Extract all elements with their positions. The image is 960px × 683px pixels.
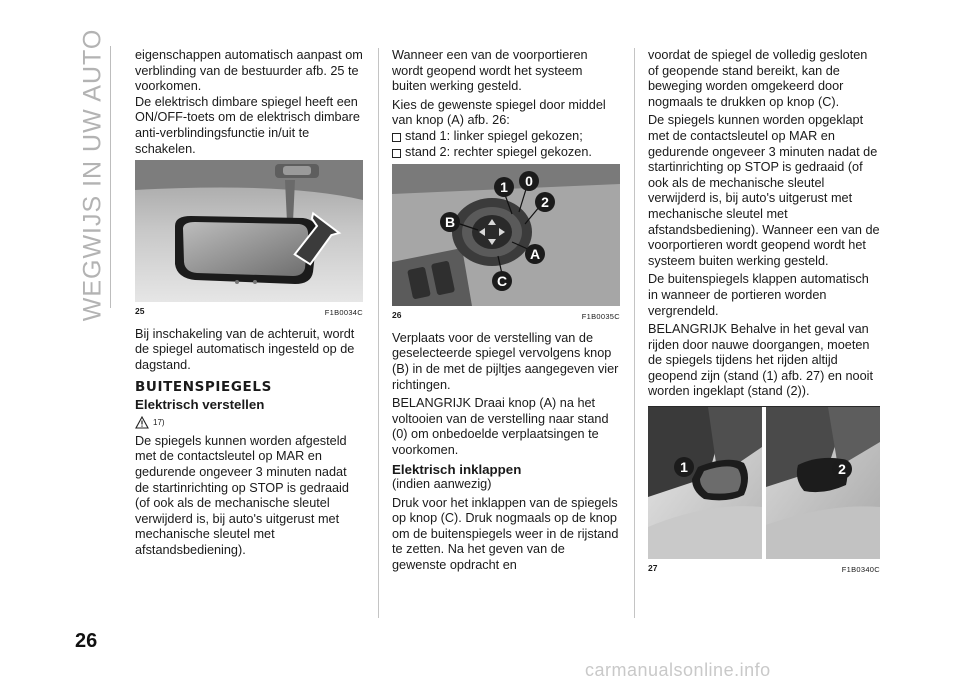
warning-triangle-icon	[135, 416, 149, 429]
column-2	[392, 48, 620, 577]
figure-26-caption	[392, 308, 620, 325]
callout-0-label: 0	[525, 173, 533, 190]
callout-a-label: A	[529, 246, 541, 263]
column-3	[648, 48, 880, 584]
figure-26	[392, 164, 620, 325]
figure-26-number: 26	[392, 310, 402, 321]
figure-27	[648, 406, 880, 578]
figure-26-image	[392, 164, 620, 306]
paragraph-intro-2: De elektrisch dimbare spiegel heeft een ON/OFF-toets om de elektrisch dimbare anti-verblindingsfunctie in/uit te schakelen.	[135, 94, 360, 156]
callout-c-label: C	[496, 273, 508, 290]
side-section-title-wrap	[78, 28, 108, 322]
figure-25-image	[135, 160, 363, 302]
callout-2-label: 2	[541, 194, 549, 211]
paragraph-auto-fold: De buitenspiegels klappen automatisch in wanneer de portieren worden vergrendeld.	[648, 272, 869, 318]
column-1	[135, 48, 363, 561]
warning-reference-number: 17)	[153, 417, 165, 427]
figure-26-code: F1B0035C	[581, 312, 620, 322]
bullet-square-icon	[392, 133, 401, 142]
mirror-control-panel-illustration	[392, 164, 620, 306]
paragraph-adjust-conditions: De spiegels kunnen worden afgesteld met de contactsleutel op MAR en gedurende ongeveer 3 minuten nadat de startinrichting op STOP is gedraaid (of ook als de mechanische sleutel verwijderd is, bij auto's uitgerust met mechanische sleutel met afstandsbediening).	[135, 433, 349, 557]
list-item	[392, 129, 620, 145]
figure-25-number: 25	[135, 306, 145, 317]
side-section-title: WEGWIJS IN UW AUTO	[78, 28, 107, 322]
paragraph-fold-conditions: De spiegels kunnen worden opgeklapt met de contactsleutel op MAR en gedurende ongeveer 3 minuten nadat de startinrichting op STOP is gedraaid (of ook als de mechanische sleutel verwijderd is, bij auto's uitgerust met mechanische sleutel met afstandsbediening). Wanneer een van de voorportieren wordt geopend wordt het systeem buiten werking gesteld.	[648, 113, 880, 268]
list-item	[392, 145, 620, 161]
side-divider	[110, 46, 111, 308]
paragraph-important-open: BELANGRIJK Behalve in het geval van rijden door nauwe doorgangen, moeten de spiegels tijdens het rijden altijd geopend zijn (stand (1) afb. 27) en nooit worden ingeklapt (stand (2)).	[648, 322, 873, 399]
list-item-text: stand 1: linker spiegel gekozen;	[405, 128, 583, 143]
paragraph-select-mirror: Kies de gewenste spiegel door middel van knop (A) afb. 26:	[392, 97, 606, 128]
paragraph-intro-1: eigenschappen automatisch aanpast om verblinding van de bestuurder afb. 25 te voorkomen.	[135, 48, 363, 94]
figure-27-code: F1B0340C	[841, 565, 880, 575]
paragraph-fold-instructions: Druk voor het inklappen van de spiegels op knop (C). Druk nogmaals op de knop om de buitenspiegels weer in de rijstand te zetten. Na het geven van de gewenste opdracht en	[392, 495, 619, 573]
bullet-square-icon	[392, 149, 401, 158]
warning-reference	[135, 415, 363, 431]
figure-25-caption	[135, 304, 363, 321]
callout-1-label: 1	[500, 179, 508, 196]
paragraph-door-open: Wanneer een van de voorportieren wordt geopend wordt het systeem buiten werking gesteld.	[392, 48, 588, 94]
figure-25-code: F1B0034C	[324, 308, 363, 318]
list-item-text: stand 2: rechter spiegel gekozen.	[405, 144, 592, 159]
figure-27-caption	[648, 561, 880, 578]
folding-mirror-illustration	[648, 407, 880, 559]
column-divider-1	[378, 48, 379, 618]
figure-27-image	[648, 407, 880, 559]
column-divider-2	[634, 48, 635, 618]
heading-buitenspiegels: BUITENSPIEGELS	[135, 378, 272, 395]
figure-27-number: 27	[648, 563, 658, 574]
page-number: 26	[75, 630, 98, 652]
paragraph-reverse: Bij inschakeling van de achteruit, wordt de spiegel automatisch ingesteld op de dagstand.	[135, 326, 355, 372]
figure-25	[135, 160, 363, 321]
paragraph-move-knob: Verplaats voor de verstelling van de geselecteerde spiegel vervolgens knop (B) in de met de pijltjes aangegeven vier richtingen.	[392, 330, 619, 392]
paragraph-if-present: (indien aanwezig)	[392, 477, 492, 492]
callout-open-label: 1	[680, 459, 688, 476]
heading-elektrisch-inklappen: Elektrisch inklappen	[392, 461, 522, 477]
rearview-mirror-illustration	[135, 160, 363, 302]
paragraph-important-turn-knob: BELANGRIJK Draai knop (A) na het voltooien van de verstelling naar stand (0) om onbedoelde verplaatsingen te voorkomen.	[392, 396, 609, 457]
callout-b-label: B	[444, 214, 456, 231]
heading-elektrisch-verstellen: Elektrisch verstellen	[135, 397, 265, 413]
paragraph-reverse-motion: voordat de spiegel de volledig gesloten of geopende stand bereikt, kan de beweging worden omgekeerd door nogmaals te drukken op knop (C).	[648, 48, 868, 109]
callout-folded-label: 2	[838, 461, 846, 478]
footer-watermark[interactable]: carmanualsonline.info	[585, 660, 771, 680]
